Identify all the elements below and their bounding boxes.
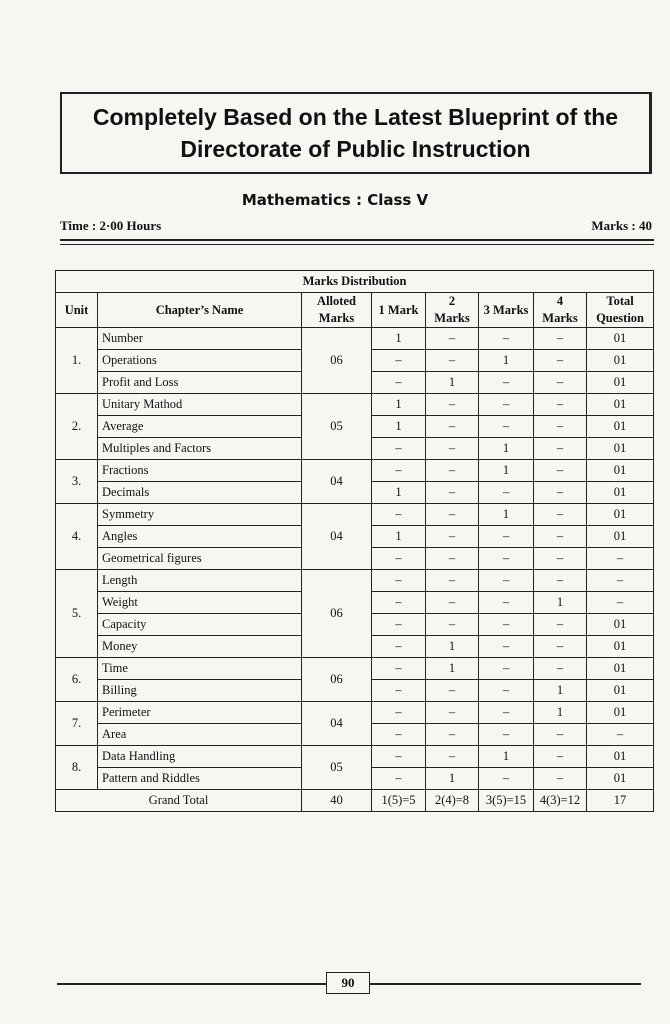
alloted-marks: 05 [302,394,372,460]
unit-number: 7. [56,702,98,746]
blueprint-table [55,270,654,812]
three-marks-count: 1 [479,438,534,460]
total-questions: 01 [587,614,654,636]
four-marks-count: – [534,372,587,394]
three-marks-count: 1 [479,350,534,372]
chapter-name: Time [98,658,302,680]
col-3-marks: 3 Marks [479,293,534,328]
exam-marks: Marks : 40 [591,218,652,233]
chapter-name: Capacity [98,614,302,636]
grand-total-row [56,790,654,812]
col-chapter: Chapter’s Name [98,293,302,328]
grand-total-label: Grand Total [56,790,302,812]
one-mark-count: – [372,614,426,636]
total-questions: 01 [587,394,654,416]
four-marks-count: – [534,394,587,416]
three-marks-count: – [479,768,534,790]
chapter-name: Number [98,328,302,350]
two-marks-count: – [426,350,479,372]
marks-distribution-header: Marks Distribution [56,271,654,293]
three-marks-count: – [479,328,534,350]
table-row [56,746,654,768]
two-marks-count: – [426,592,479,614]
chapter-name: Operations [98,350,302,372]
three-marks-count: – [479,680,534,702]
four-marks-count: – [534,460,587,482]
four-marks-count: – [534,416,587,438]
col-alloted: Alloted Marks [302,293,372,328]
four-marks-count: 1 [534,702,587,724]
two-marks-count: – [426,614,479,636]
total-questions: 01 [587,768,654,790]
total-questions: – [587,592,654,614]
one-mark-count: – [372,768,426,790]
table-row [56,394,654,416]
two-marks-count: – [426,460,479,482]
chapter-name: Decimals [98,482,302,504]
two-marks-count: – [426,680,479,702]
unit-number: 5. [56,570,98,658]
grand-total-questions: 17 [587,790,654,812]
four-marks-count: – [534,614,587,636]
three-marks-count: – [479,592,534,614]
four-marks-count: – [534,548,587,570]
one-mark-count: 1 [372,482,426,504]
unit-number: 3. [56,460,98,504]
chapter-name: Perimeter [98,702,302,724]
one-mark-count: 1 [372,416,426,438]
three-marks-count: – [479,372,534,394]
one-mark-count: – [372,548,426,570]
table-row [56,658,654,680]
chapter-name: Symmetry [98,504,302,526]
one-mark-count: – [372,702,426,724]
grand-total-1-mark: 1(5)=5 [372,790,426,812]
one-mark-count: – [372,372,426,394]
one-mark-count: – [372,504,426,526]
one-mark-count: – [372,724,426,746]
total-questions: 01 [587,636,654,658]
alloted-marks: 06 [302,658,372,702]
three-marks-count: – [479,526,534,548]
total-questions: 01 [587,482,654,504]
two-marks-count: – [426,482,479,504]
grand-total-alloted: 40 [302,790,372,812]
total-questions: 01 [587,658,654,680]
unit-number: 6. [56,658,98,702]
two-marks-count: – [426,548,479,570]
two-marks-count: 1 [426,658,479,680]
three-marks-count: – [479,394,534,416]
total-questions: 01 [587,372,654,394]
three-marks-count: 1 [479,746,534,768]
one-mark-count: – [372,350,426,372]
two-marks-count: 1 [426,372,479,394]
four-marks-count: – [534,482,587,504]
title-line-2: Directorate of Public Instruction [180,136,531,162]
three-marks-count: – [479,614,534,636]
header-rule [60,239,654,241]
three-marks-count: – [479,482,534,504]
one-mark-count: 1 [372,526,426,548]
one-mark-count: 1 [372,394,426,416]
total-questions: 01 [587,526,654,548]
three-marks-count: – [479,636,534,658]
chapter-name: Unitary Mathod [98,394,302,416]
total-questions: 01 [587,702,654,724]
one-mark-count: – [372,636,426,658]
chapter-name: Length [98,570,302,592]
four-marks-count: – [534,350,587,372]
three-marks-count: 1 [479,460,534,482]
total-questions: 01 [587,328,654,350]
one-mark-count: – [372,746,426,768]
total-questions: 01 [587,350,654,372]
two-marks-count: – [426,526,479,548]
one-mark-count: – [372,658,426,680]
total-questions: 01 [587,438,654,460]
three-marks-count: – [479,570,534,592]
three-marks-count: 1 [479,504,534,526]
blueprint-table-body [56,328,654,790]
alloted-marks: 06 [302,570,372,658]
blueprint-title-box [60,92,652,174]
chapter-name: Billing [98,680,302,702]
two-marks-count: – [426,416,479,438]
two-marks-count: – [426,504,479,526]
chapter-name: Profit and Loss [98,372,302,394]
four-marks-count: – [534,328,587,350]
two-marks-count: – [426,746,479,768]
four-marks-count: – [534,438,587,460]
two-marks-count: – [426,570,479,592]
table-row [56,702,654,724]
one-mark-count: – [372,438,426,460]
alloted-marks: 04 [302,504,372,570]
unit-number: 2. [56,394,98,460]
unit-number: 1. [56,328,98,394]
two-marks-count: – [426,724,479,746]
total-questions: 01 [587,746,654,768]
total-questions: 01 [587,416,654,438]
one-mark-count: 1 [372,328,426,350]
two-marks-count: – [426,328,479,350]
chapter-name: Angles [98,526,302,548]
grand-total-3-marks: 3(5)=15 [479,790,534,812]
total-questions: – [587,548,654,570]
four-marks-count: – [534,658,587,680]
grand-total-2-marks: 2(4)=8 [426,790,479,812]
chapter-name: Area [98,724,302,746]
total-questions: 01 [587,504,654,526]
alloted-marks: 05 [302,746,372,790]
total-questions: 01 [587,680,654,702]
title-line-1: Completely Based on the Latest Blueprint of the [92,104,619,130]
two-marks-count: 1 [426,768,479,790]
two-marks-count: 1 [426,636,479,658]
three-marks-count: – [479,724,534,746]
four-marks-count: – [534,570,587,592]
one-mark-count: – [372,570,426,592]
three-marks-count: – [479,548,534,570]
chapter-name: Multiples and Factors [98,438,302,460]
three-marks-count: – [479,416,534,438]
one-mark-count: – [372,680,426,702]
one-mark-count: – [372,592,426,614]
table-row [56,504,654,526]
chapter-name: Pattern and Riddles [98,768,302,790]
four-marks-count: – [534,526,587,548]
chapter-name: Data Handling [98,746,302,768]
exam-time: Time : 2·00 Hours [60,218,162,233]
table-row [56,570,654,592]
col-1-mark: 1 Mark [372,293,426,328]
alloted-marks: 06 [302,328,372,394]
one-mark-count: – [372,460,426,482]
four-marks-count: – [534,636,587,658]
col-2-marks: 2 Marks [426,293,479,328]
four-marks-count: – [534,768,587,790]
subject-heading: Mathematics : Class V [241,191,429,209]
four-marks-count: – [534,724,587,746]
unit-number: 8. [56,746,98,790]
table-row [56,328,654,350]
two-marks-count: – [426,702,479,724]
chapter-name: Money [98,636,302,658]
header-rule-thin [60,244,654,245]
chapter-name: Geometrical figures [98,548,302,570]
two-marks-count: – [426,438,479,460]
chapter-name: Weight [98,592,302,614]
table-row [56,460,654,482]
total-questions: – [587,570,654,592]
page-number: 90 [326,972,370,994]
unit-number: 4. [56,504,98,570]
four-marks-count: – [534,746,587,768]
four-marks-count: 1 [534,680,587,702]
four-marks-count: 1 [534,592,587,614]
two-marks-count: – [426,394,479,416]
three-marks-count: – [479,658,534,680]
total-questions: – [587,724,654,746]
grand-total-4-marks: 4(3)=12 [534,790,587,812]
alloted-marks: 04 [302,460,372,504]
alloted-marks: 04 [302,702,372,746]
chapter-name: Average [98,416,302,438]
total-questions: 01 [587,460,654,482]
col-unit: Unit [56,293,98,328]
col-4-marks: 4 Marks [534,293,587,328]
chapter-name: Fractions [98,460,302,482]
four-marks-count: – [534,504,587,526]
col-total-question: Total Question [587,293,654,328]
three-marks-count: – [479,702,534,724]
